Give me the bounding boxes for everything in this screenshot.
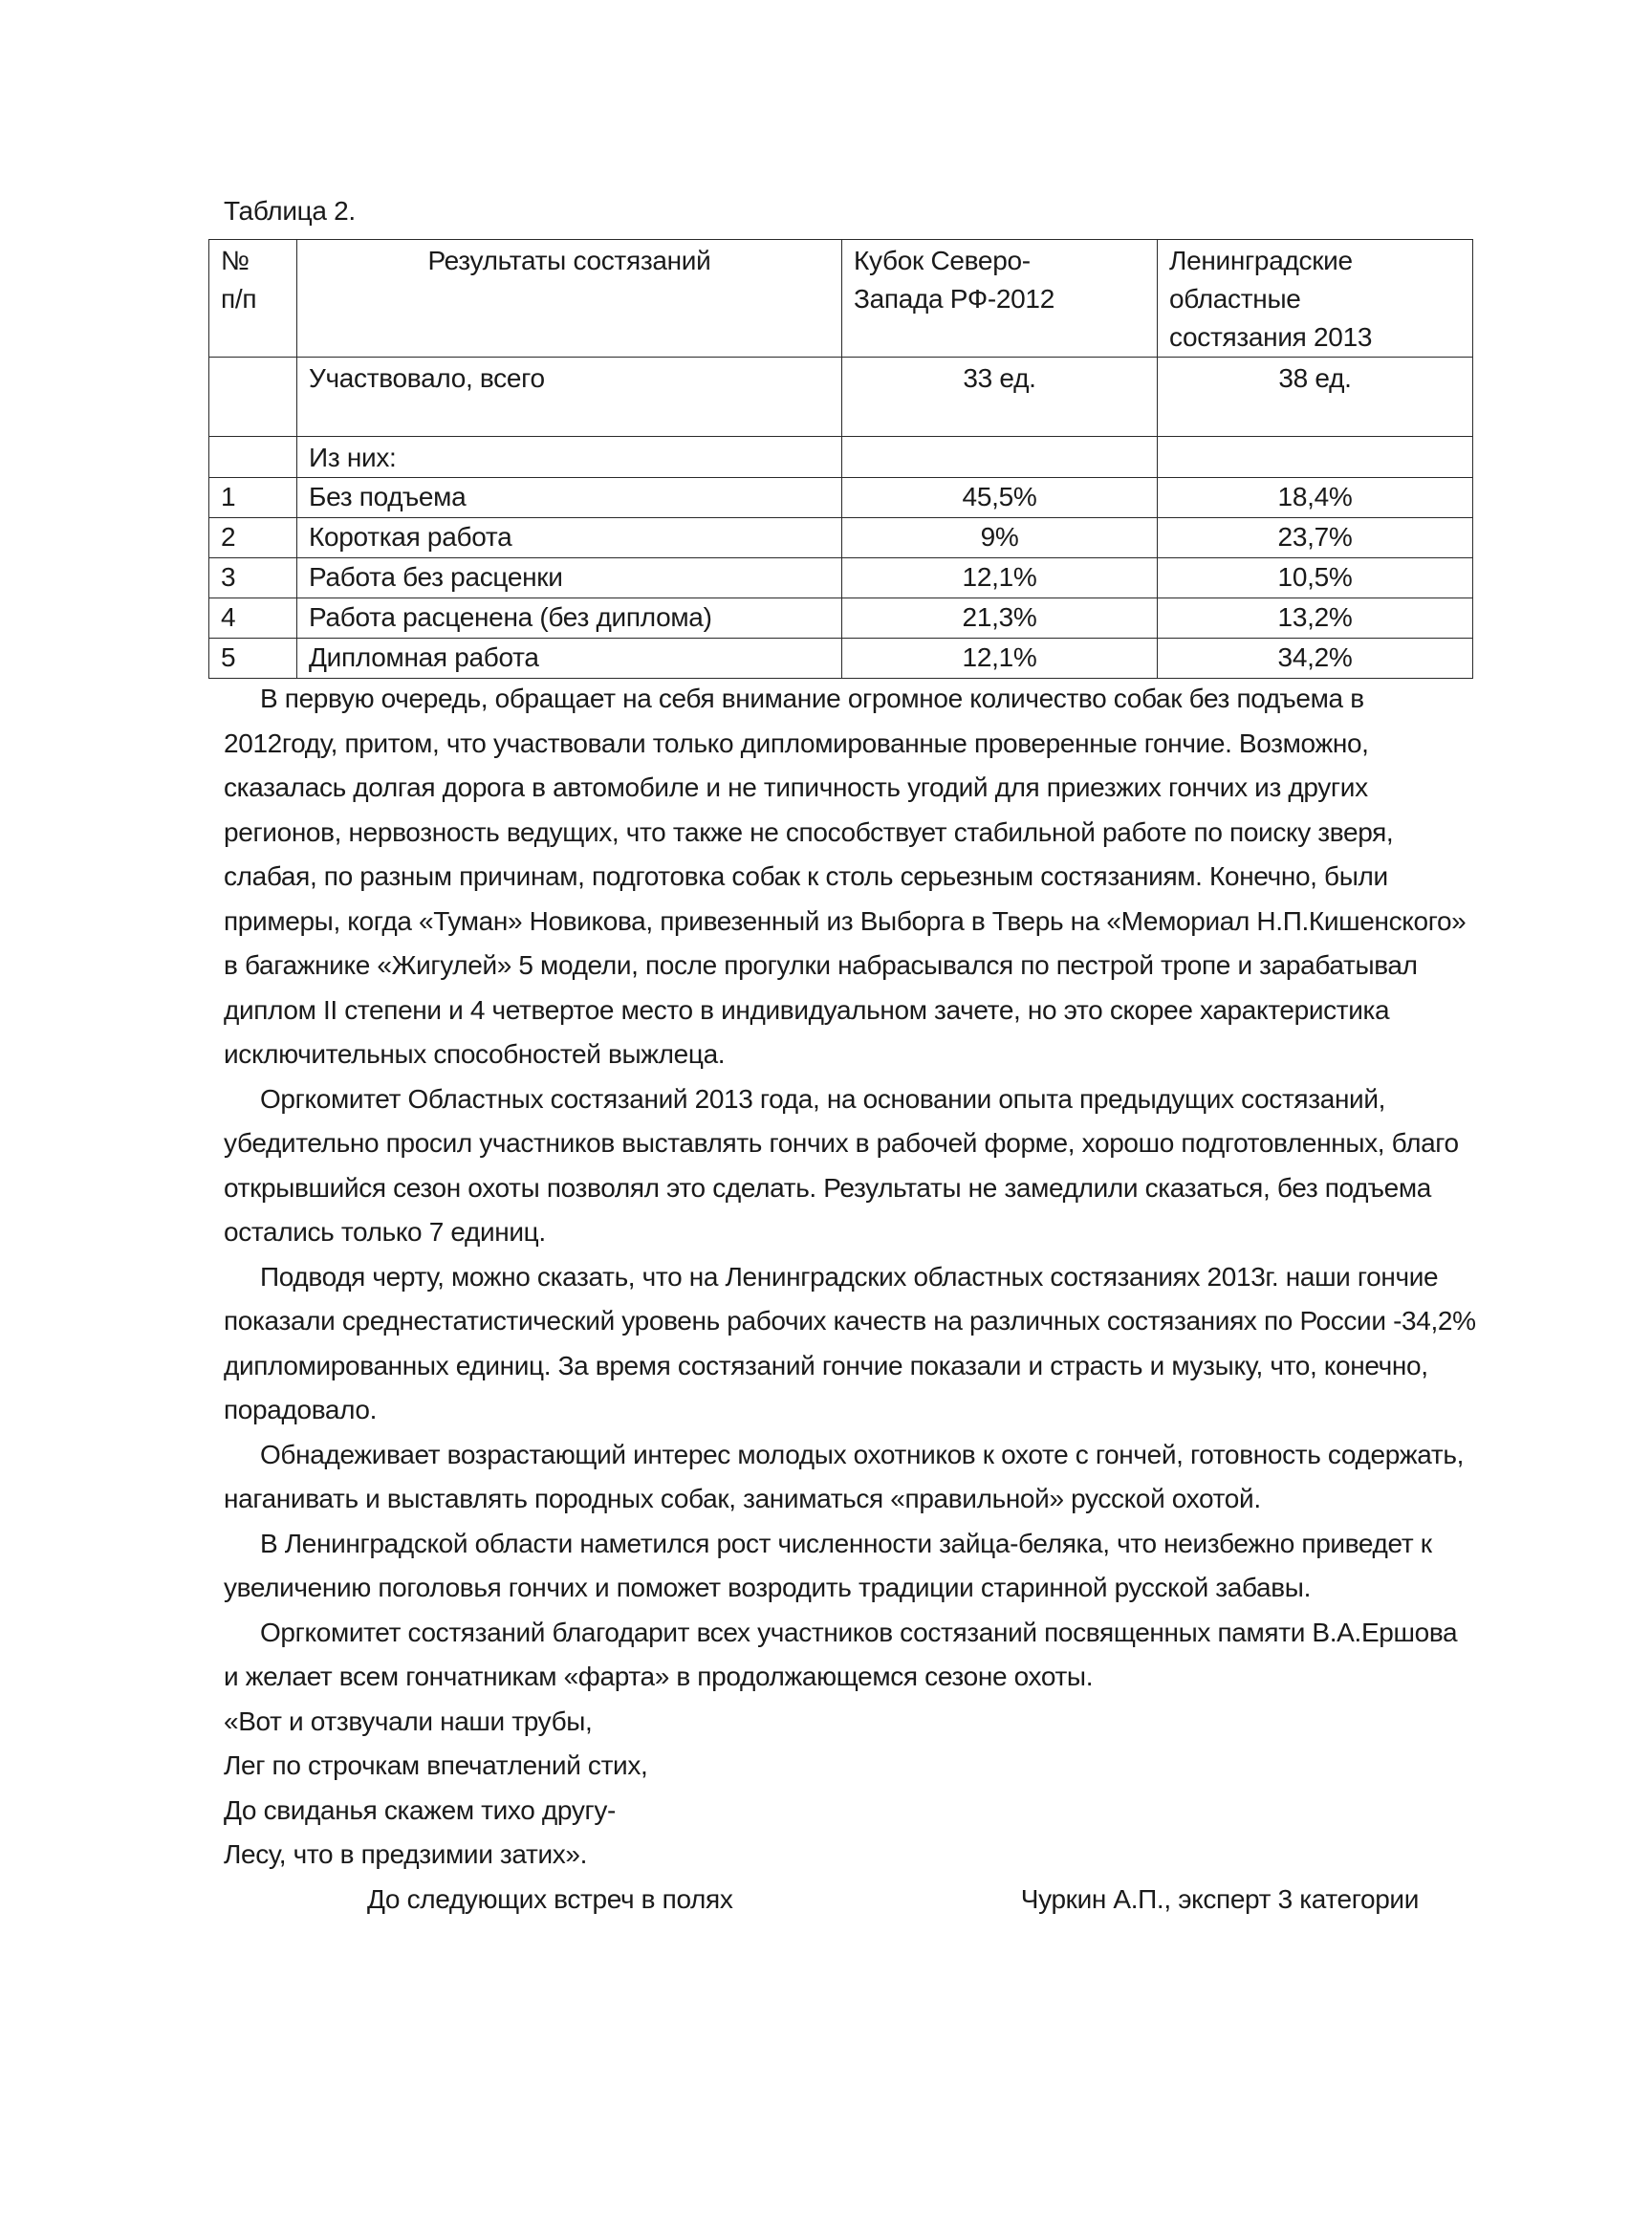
poem-line: Лесу, что в предзимии затих».: [224, 1839, 588, 1869]
cell-number: 2: [209, 518, 297, 558]
table-row: [209, 639, 1473, 679]
cell-2013: 13,2%: [1158, 598, 1473, 639]
cell-2013: 34,2%: [1158, 639, 1473, 679]
table-row: [209, 598, 1473, 639]
poem: [224, 1700, 1476, 1878]
table-row-subheading: [209, 437, 1473, 478]
cell-number: 4: [209, 598, 297, 639]
cell-label: Из них:: [297, 437, 842, 478]
author-signature: Чуркин А.П., эксперт 3 категории: [1020, 1883, 1419, 1914]
cell-2012: [842, 437, 1158, 478]
cell-number: [209, 358, 297, 437]
cell-2012: 21,3%: [842, 598, 1158, 639]
cell-2013: 23,7%: [1158, 518, 1473, 558]
cell-2012: 45,5%: [842, 478, 1158, 518]
table-caption: Таблица 2.: [224, 196, 356, 226]
table-row: [209, 518, 1473, 558]
cell-number: [209, 437, 297, 478]
closing-line: [224, 1878, 1476, 1923]
cell-label: Работа без расценки: [297, 558, 842, 598]
paragraph: В первую очередь, обращает на себя внимание огромное количество собак без подъема в 2012году, притом, что участвовали только дипломированные проверенные гончие. Возможно, сказалась долгая дорога в автомобиле и не типичность угодий для приезжих гончих из других регионов, нервозность ведущих, что также не способствует стабильной работе по поиску зверя, слабая, по разным причинам, подготовка собак к столь серьезным состязаниям. Конечно, были примеры, когда «Туман» Новикова, привезенный из Выборга в Тверь на «Мемориал Н.П.Кишенского» в багажнике «Жигулей» 5 модели, после прогулки набрасывался по пестрой тропе и зарабатывал диплом II степени и 4 четвертое место в индивидуальном зачете, но это скорее характеристика исключительных способностей выжлеца.: [224, 684, 1467, 1069]
poem-line: Лег по строчкам впечатлений стих,: [224, 1750, 648, 1780]
cell-2012: 12,1%: [842, 558, 1158, 598]
cell-label: Работа расценена (без диплома): [297, 598, 842, 639]
cell-number: 5: [209, 639, 297, 679]
table-row: [209, 478, 1473, 518]
header-2013: Ленинградские областные состязания 2013: [1158, 240, 1473, 358]
cell-2013: 18,4%: [1158, 478, 1473, 518]
header-2012: Кубок Северо-Запада РФ-2012: [842, 240, 1158, 358]
cell-label: Дипломная работа: [297, 639, 842, 679]
poem-line: До свиданья скажем тихо другу-: [224, 1794, 616, 1825]
cell-2012: 12,1%: [842, 639, 1158, 679]
cell-label: Без подъема: [297, 478, 842, 518]
table-row-total: [209, 358, 1473, 437]
cell-2013: 38 ед.: [1158, 358, 1473, 437]
paragraph: Обнадеживает возрастающий интерес молодых охотников к охоте с гончей, готовность содержать, наганивать и выставлять породных собак, заниматься «правильной» русской охотой.: [224, 1439, 1465, 1513]
cell-label: Участвовало, всего: [297, 358, 842, 437]
table-row: [209, 558, 1473, 598]
paragraph: Подводя черту, можно сказать, что на Ленинградских областных состязаниях 2013г. наши гончие показали среднестатистический уровень рабочих качеств на различных состязаниях по России -34,2% дипломированных единиц. За время состязаний гончие показали и страсть и музыку, что, конечно, порадовало.: [224, 1261, 1476, 1424]
header-results: Результаты состязаний: [297, 240, 842, 358]
cell-2012: 9%: [842, 518, 1158, 558]
cell-2013: 10,5%: [1158, 558, 1473, 598]
cell-number: 3: [209, 558, 297, 598]
paragraph: В Ленинградской области наметился рост численности зайца-беляка, что неизбежно приведет к увеличению поголовья гончих и поможет возродить традиции старинной русской забавы.: [224, 1528, 1432, 1602]
poem-line: «Вот и отзвучали наши трубы,: [224, 1706, 593, 1736]
results-table: [208, 239, 1473, 679]
cell-label: Короткая работа: [297, 518, 842, 558]
paragraph: Оргкомитет состязаний благодарит всех участников состязаний посвященных памяти В.А.Ершова и желает всем гончатникам «фарта» в продолжающемся сезоне охоты.: [224, 1617, 1458, 1691]
article-body: [224, 677, 1476, 1922]
farewell-text: До следующих встреч в полях: [367, 1883, 733, 1914]
header-number: № п/п: [209, 240, 297, 358]
paragraph: Оргкомитет Областных состязаний 2013 года, на основании опыта предыдущих состязаний, убедительно просил участников выставлять гончих в рабочей форме, хорошо подготовленных, благо открывшийся сезон охоты позволял это сделать. Результаты не замедлили сказаться, без подъема остались только 7 единиц.: [224, 1083, 1459, 1247]
cell-2012: 33 ед.: [842, 358, 1158, 437]
cell-number: 1: [209, 478, 297, 518]
cell-2013: [1158, 437, 1473, 478]
table-header-row: [209, 240, 1473, 358]
